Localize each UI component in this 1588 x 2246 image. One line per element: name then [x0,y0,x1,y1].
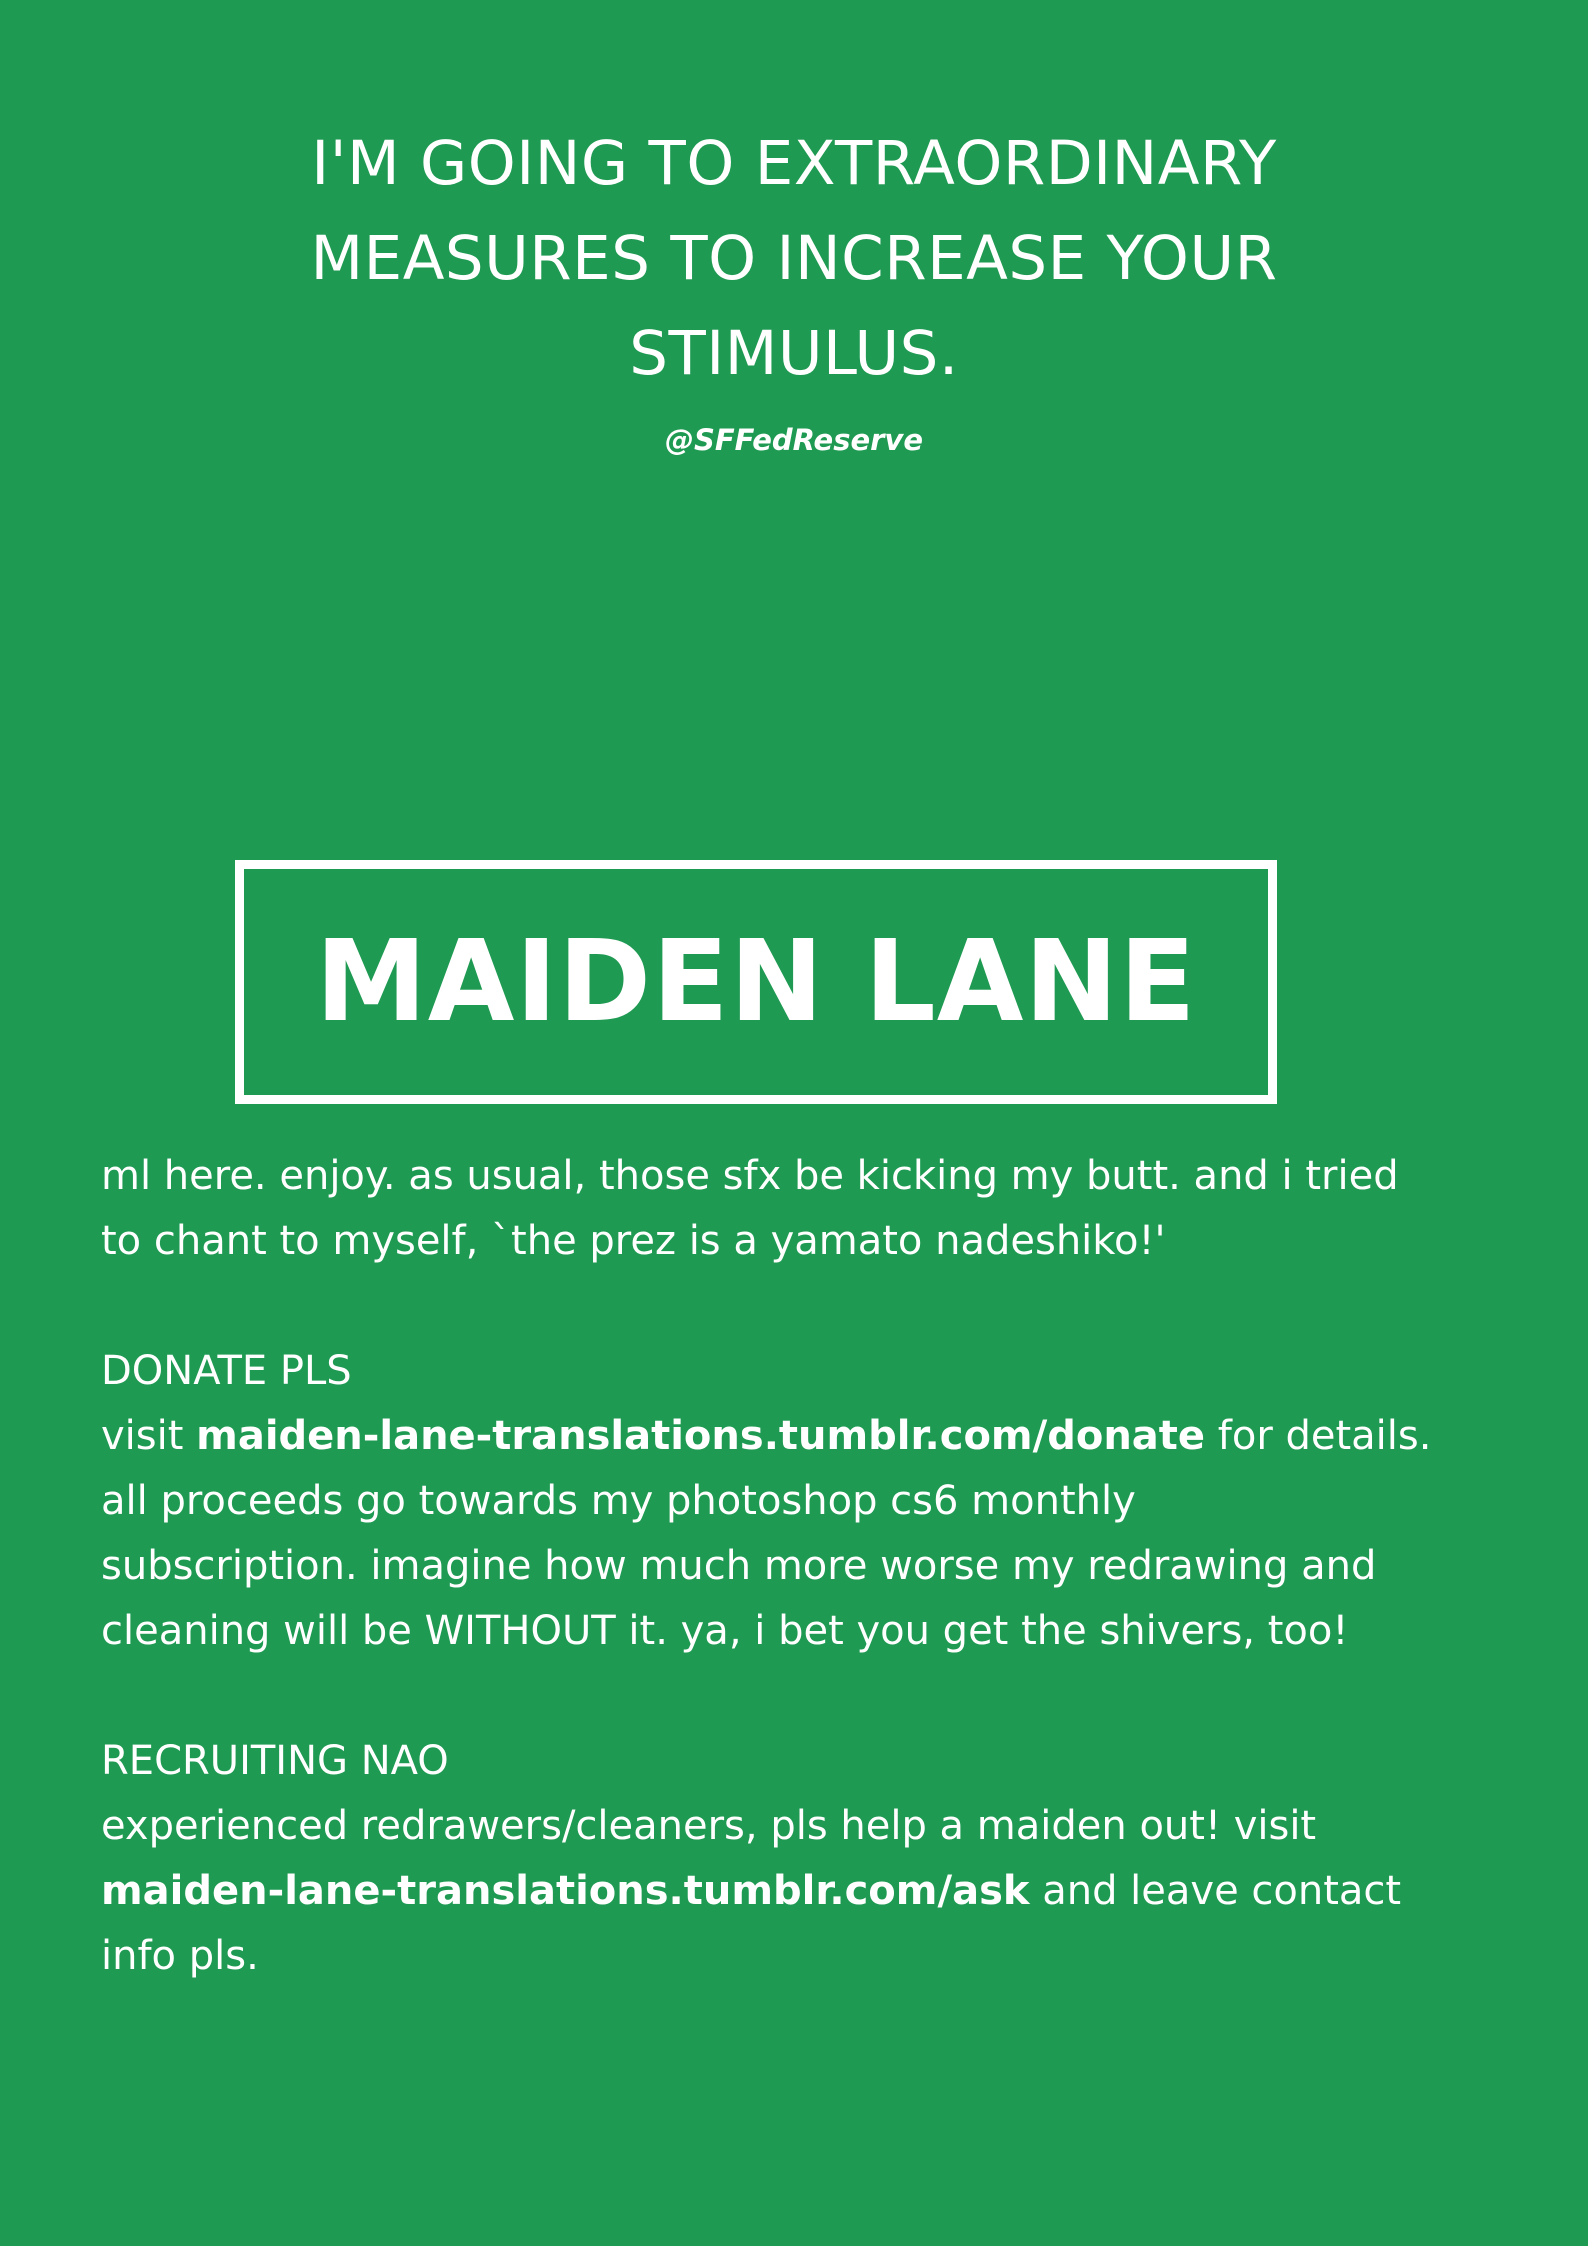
donate-line-1 [101,1404,1501,1469]
donate-suffix: for details. [1205,1413,1432,1459]
recruiting-suffix: and leave contact [1029,1868,1402,1914]
donate-link[interactable]: maiden-lane-translations.tumblr.com/donate [196,1413,1206,1459]
donate-heading: DONATE PLS [101,1348,352,1394]
intro-line-2: to chant to myself, `the prez is a yamato nadeshiko!' [101,1218,1166,1264]
paragraph-gap [101,1274,1501,1339]
donate-line-3: subscription. imagine how much more worse my redrawing and [101,1543,1377,1589]
headline [194,116,1394,401]
recruiting-heading: RECRUITING NAO [101,1738,449,1784]
ask-link[interactable]: maiden-lane-translations.tumblr.com/ask [101,1868,1030,1914]
maiden-lane-logo [235,860,1277,1104]
headline-line-3: STIMULUS. [629,318,959,389]
paragraph-gap [101,1664,1501,1729]
recruiting-line-1: experienced redrawers/cleaners, pls help a maiden out! visit [101,1803,1317,1849]
donate-line-2: all proceeds go towards my photoshop cs6 monthly [101,1478,1136,1524]
recruiting-line-3: info pls. [101,1933,259,1979]
donate-line-4: cleaning will be WITHOUT it. ya, i bet you get the shivers, too! [101,1608,1349,1654]
headline-line-2: MEASURES TO INCREASE YOUR [310,223,1278,294]
intro-line-1: ml here. enjoy. as usual, those sfx be kicking my butt. and i tried [101,1153,1399,1199]
logo-text: MAIDEN LANE [315,917,1197,1047]
recruiting-line-2 [101,1859,1501,1924]
footer-site-url[interactable] [0,2080,1588,2142]
donate-prefix: visit [101,1413,197,1459]
notes-body [101,1144,1501,1989]
headline-line-1: I'M GOING TO EXTRAORDINARY [311,128,1277,199]
twitter-handle: @SFFedReserve [664,423,924,457]
